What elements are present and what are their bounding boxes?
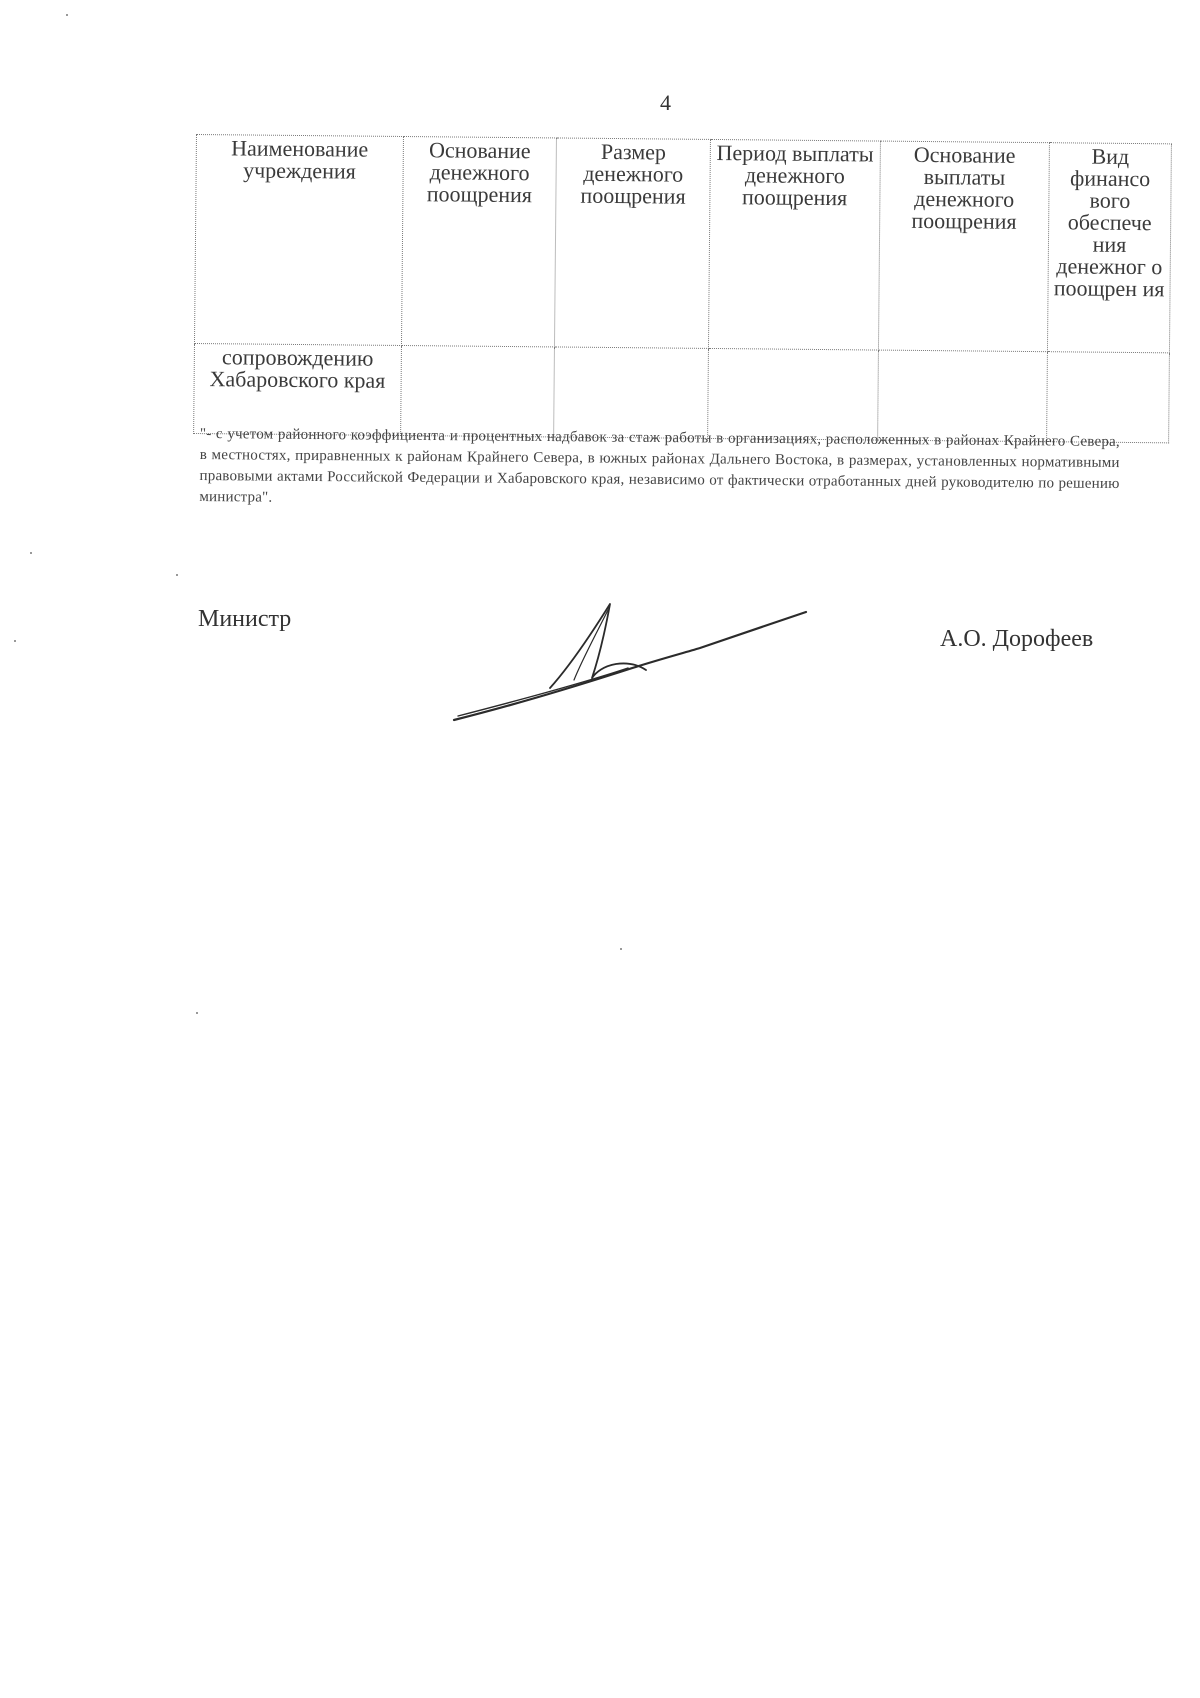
table-cell xyxy=(400,345,555,436)
award-table xyxy=(193,134,1172,443)
handwritten-signature xyxy=(450,596,810,726)
header-payment-period: Период выплаты денежного поощрения xyxy=(708,139,880,350)
signatory-position: Министр xyxy=(198,606,292,632)
header-funding-type: Вид финансо вого обеспече ния денежног о поощрен ия xyxy=(1048,143,1172,353)
table-cell xyxy=(554,347,709,438)
scan-speck xyxy=(176,574,178,576)
header-award-basis: Основание денежного поощрения xyxy=(401,136,557,346)
header-award-amount: Размер денежного поощрения xyxy=(555,138,711,348)
header-institution-name: Наименование учреждения xyxy=(194,135,403,346)
table-header-row xyxy=(194,135,1171,353)
footnote-text: "- с учетом районного коэффициента и процентных надбавок за стаж работы в организациях, расположенных в районах Крайнего Севера, в местностях, приравненных к районам Крайнего Севера, в южных районах Дальнего Востока, в размерах, установленных нормативными правовыми актами Российской Федерации и Хабаровского края, независимо от фактически отработанных дней руководителю по решению министра". xyxy=(199,425,1120,506)
scan-speck xyxy=(14,640,16,642)
scan-speck xyxy=(66,14,68,16)
header-payment-basis: Основание выплаты денежного поощрения xyxy=(878,141,1050,352)
table-cell xyxy=(877,350,1047,442)
table-cell xyxy=(1047,352,1170,443)
page-number: 4 xyxy=(660,90,671,115)
table-cell-institution: сопровождению Хабаровского края xyxy=(194,343,402,435)
table-cell xyxy=(708,348,878,440)
scan-speck xyxy=(30,552,32,554)
award-table-container xyxy=(193,134,1172,443)
signatory-name: А.О. Дорофеев xyxy=(940,626,1094,652)
scan-speck xyxy=(196,1012,198,1014)
footnote xyxy=(199,424,1120,516)
scan-speck xyxy=(620,948,622,950)
